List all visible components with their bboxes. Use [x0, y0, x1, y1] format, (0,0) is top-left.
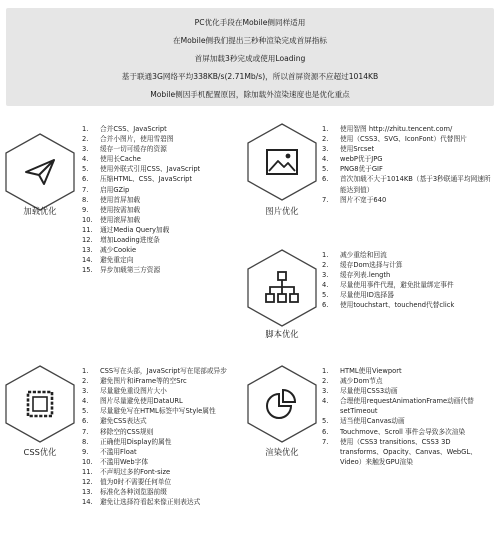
- list-item: 6. 避免CSS表达式: [82, 417, 147, 426]
- loading-label: 加载优化: [23, 206, 57, 216]
- list-item: 5. 适当使用Canvas动画: [322, 417, 405, 426]
- list-item: 6. 使用touchstart、touchend代替click: [322, 301, 455, 310]
- script-list: [322, 250, 454, 311]
- list-item: 3. 使用Srcset: [322, 145, 375, 154]
- css-list: [82, 366, 227, 507]
- list-item: 6. 首次加载不大于1014KB（基于3秒联通平均网速所能达到值）: [322, 175, 491, 194]
- list-item: 1. 合并CSS、JavaScript: [82, 125, 167, 133]
- list-item: 3. 缓存列表.length: [322, 271, 391, 280]
- script-hexagon: [246, 248, 318, 328]
- list-item: 4. 使用长Cache: [82, 155, 141, 164]
- list-item: 1. 减少重绘和回流: [322, 251, 387, 259]
- render-label: 渲染优化: [265, 447, 299, 457]
- render-list: [322, 366, 492, 467]
- banner-line: Mobile侧因手机配置原因，除加载外渲染速度也是优化重点: [150, 90, 350, 99]
- list-item: 5. 使用外联式引用CSS、JavaScript: [82, 165, 201, 174]
- list-item: 9. 不滥用Float: [82, 447, 137, 456]
- list-item: 6. Touchmove、Scroll 事件会导致多次渲染: [322, 427, 466, 436]
- list-item: 3. 缓存一切可缓存的资源: [82, 145, 167, 154]
- list-item: 2. 避免图片和iFrame等的空Src: [82, 377, 187, 386]
- list-item: 15. 异步加载第三方资源: [82, 266, 161, 275]
- list-item: 3. 尽量避免重设图片大小: [82, 387, 167, 396]
- css-hexagon: [4, 364, 76, 444]
- list-item: 1. 使用智图 http://zhitu.tencent.com/: [322, 125, 453, 133]
- list-item: 4. 合理使用requestAnimationFrame动画代替setTimeout: [322, 397, 474, 416]
- list-item: 11. 不声明过多的Font-size: [82, 467, 171, 476]
- list-item: 5. PNG8优于GIF: [322, 165, 383, 174]
- loading-hexagon: [4, 132, 76, 212]
- list-item: 8. 正确使用Display的属性: [82, 437, 172, 446]
- list-item: 4. webP优于JPG: [322, 155, 383, 164]
- list-item: 10. 使用滚屏加载: [82, 215, 141, 224]
- list-item: 10. 不滥用Web字体: [82, 457, 149, 466]
- image-list: [322, 124, 492, 205]
- image-hexagon: [246, 122, 318, 202]
- list-item: 7. 启用GZip: [82, 185, 130, 194]
- list-item: 5. 尽量避免写在HTML标签中写Style属性: [82, 407, 216, 416]
- list-item: 9. 使用按需加载: [82, 205, 141, 214]
- list-item: 2. 缓存Dom选择与计算: [322, 261, 403, 270]
- list-item: 13. 减少Cookie: [82, 246, 137, 255]
- list-item: 1. HTML使用Viewport: [322, 367, 402, 375]
- list-item: 14. 避免重定向: [82, 256, 134, 265]
- list-item: 7. 图片不宽于640: [322, 195, 387, 204]
- summary-banner: [6, 8, 494, 106]
- list-item: 13. 标准化各种浏览器前缀: [82, 488, 167, 497]
- list-item: 3. 尽量使用CSS3动画: [322, 387, 398, 396]
- list-item: 2. 减少Dom节点: [322, 377, 383, 386]
- list-item: 6. 压缩HTML、CSS、JavaScript: [82, 175, 193, 184]
- banner-line: 在Mobile侧我们提出三秒种渲染完成首屏指标: [172, 36, 327, 45]
- list-item: 1. CSS写在头部，JavaScript写在尾部或异步: [82, 367, 227, 375]
- list-item: 7. 使用（CSS3 transitions、CSS3 3D transforms、Opacity、Canvas、WebGL、Video）来触发GPU渲染: [322, 437, 477, 466]
- render-hexagon: [246, 364, 318, 444]
- loading-list: [82, 124, 200, 275]
- css-label: CSS优化: [23, 447, 57, 457]
- list-item: 4. 图片尽量避免使用DataURL: [82, 397, 183, 406]
- list-item: 12. 增加Loading进度条: [82, 236, 160, 245]
- banner-line: 基于联通3G网络平均338KB/s(2.71Mb/s)，所以首屏资源不应超过1014KB: [121, 72, 379, 81]
- list-item: 11. 通过Media Query加载: [82, 225, 170, 234]
- list-item: 14. 避免让选择符看起来像正则表达式: [82, 498, 201, 507]
- list-item: 8. 使用首屏加载: [82, 195, 141, 204]
- list-item: 5. 尽量使用ID选择器: [322, 291, 394, 300]
- list-item: 7. 移除空的CSS规则: [82, 427, 154, 436]
- banner-line: 首屏加载3秒完成或使用Loading: [194, 54, 306, 63]
- image-label: 图片优化: [265, 206, 299, 216]
- banner-line: PC优化手段在Mobile侧同样适用: [194, 18, 306, 27]
- list-item: 2. 合并小图片，使用雪碧图: [82, 135, 174, 144]
- list-item: 4. 尽量使用事件代理，避免批量绑定事件: [322, 281, 454, 290]
- list-item: 2. 使用（CSS3、SVG、IconFont）代替图片: [322, 135, 467, 144]
- script-label: 脚本优化: [265, 329, 299, 339]
- list-item: 12. 值为0时不需要任何单位: [82, 478, 172, 487]
